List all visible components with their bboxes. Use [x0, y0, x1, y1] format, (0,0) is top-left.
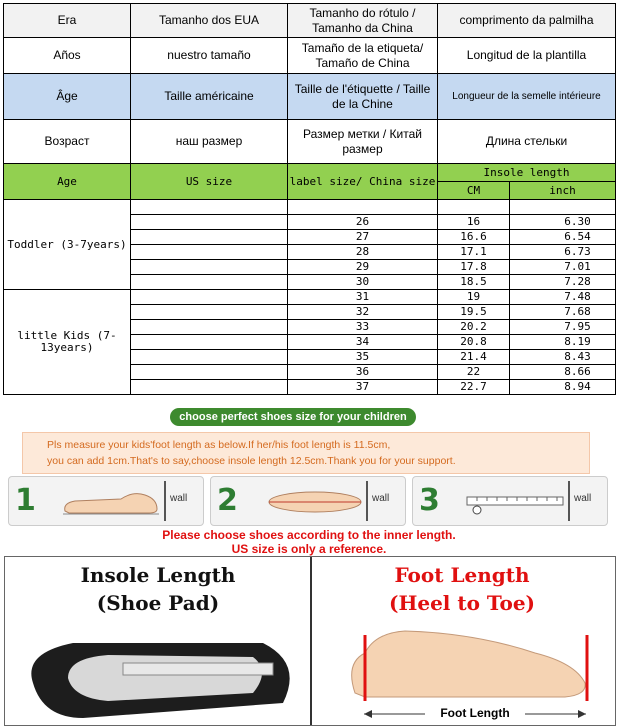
era-cell: Años [4, 38, 131, 74]
inch-cell: 7.48 [510, 290, 616, 305]
us-size-cell [131, 215, 288, 230]
inch-cell: 8.66 [510, 365, 616, 380]
foot-top-icon [263, 489, 363, 515]
china-size-cell: 35 [288, 350, 438, 365]
cm-cell: 16.6 [438, 230, 510, 245]
us-size-cell [131, 245, 288, 260]
inch-header: inch [510, 182, 616, 200]
shoe-pad-image [13, 623, 303, 723]
wall-label: wall [372, 493, 390, 504]
cm-cell: 20.2 [438, 320, 510, 335]
warning-line2: US size is only a reference. [231, 542, 387, 556]
inch-cell: 8.43 [510, 350, 616, 365]
us-size-cell [131, 305, 288, 320]
us-size-cell [131, 365, 288, 380]
guide-banner: choose perfect shoes size for your children [170, 408, 416, 426]
cm-cell: 17.1 [438, 245, 510, 260]
wall-divider [366, 481, 368, 521]
foot-side-illustration [325, 623, 605, 703]
era-cell: Era [4, 4, 131, 38]
measuring-guide [0, 402, 618, 556]
step-number: 1 [15, 483, 36, 518]
china-size-cell: 36 [288, 365, 438, 380]
insole-length-header: Insole length [438, 164, 616, 182]
size-header-row [4, 164, 616, 182]
china-size-cell: 29 [288, 260, 438, 275]
china-size-cell: 37 [288, 380, 438, 395]
insole-length-cell: Longitud de la plantilla [438, 38, 616, 74]
era-cell: Возраст [4, 120, 131, 164]
length-illustration-panel [4, 556, 616, 726]
cm-cell: 17.8 [438, 260, 510, 275]
label-size-cell: Tamaño de la etiqueta/ Tamaño de China [288, 38, 438, 74]
cm-cell: 19 [438, 290, 510, 305]
inch-cell: 6.73 [510, 245, 616, 260]
china-size-cell: 31 [288, 290, 438, 305]
insole-length-cell: Longueur de la semelle intérieure [438, 74, 616, 120]
china-size-cell: 27 [288, 230, 438, 245]
size-row [4, 200, 616, 215]
inch-cell: 7.95 [510, 320, 616, 335]
us-size-cell: nuestro tamaño [131, 38, 288, 74]
warning-line1: Please choose shoes according to the inner length. [162, 528, 456, 542]
inch-cell [510, 200, 616, 215]
foot-length-caption: Foot Length [425, 705, 525, 721]
wall-divider [568, 481, 570, 521]
label-size-cell: Tamanho do rótulo / Tamanho da China [288, 4, 438, 38]
inch-cell: 8.19 [510, 335, 616, 350]
step-number: 3 [419, 483, 440, 518]
insole-length-cell: comprimento da palmilha [438, 4, 616, 38]
china-size-cell [288, 200, 438, 215]
china-size-cell: 28 [288, 245, 438, 260]
us-size-header: US size [131, 164, 288, 200]
cm-cell [438, 200, 510, 215]
foot-length-title: Foot Length [394, 563, 530, 587]
china-size-cell: 34 [288, 335, 438, 350]
label-size-cell: Размер метки / Китай размер [288, 120, 438, 164]
size-row [4, 290, 616, 305]
age-group-cell: little Kids (7-13years) [4, 290, 131, 395]
us-size-cell [131, 320, 288, 335]
us-size-cell [131, 350, 288, 365]
language-header-table [3, 3, 616, 164]
china-size-cell: 30 [288, 275, 438, 290]
us-size-cell [131, 335, 288, 350]
cm-cell: 16 [438, 215, 510, 230]
inch-cell: 6.30 [510, 215, 616, 230]
step-3-panel [412, 476, 608, 526]
size-chart-table [3, 163, 616, 395]
china-size-cell: 33 [288, 320, 438, 335]
us-size-cell: Taille américaine [131, 74, 288, 120]
us-size-cell [131, 230, 288, 245]
inch-cell: 7.68 [510, 305, 616, 320]
us-size-cell [131, 380, 288, 395]
inch-cell: 6.54 [510, 230, 616, 245]
inch-cell: 8.94 [510, 380, 616, 395]
insole-length-cell: Длина стельки [438, 120, 616, 164]
guide-note-line2: you can add 1cm.That's to say,choose insole length 12.5cm.Thank you for your support. [47, 455, 456, 467]
foot-side-icon [61, 489, 161, 515]
insole-title: Insole Length [80, 563, 236, 587]
us-size-cell [131, 200, 288, 215]
lang-row-ru [4, 120, 616, 164]
us-size-cell: наш размер [131, 120, 288, 164]
us-size-cell [131, 290, 288, 305]
cm-cell: 22 [438, 365, 510, 380]
china-size-cell: 26 [288, 215, 438, 230]
step-number: 2 [217, 483, 238, 518]
label-size-cell: Taille de l'étiquette / Taille de la Chine [288, 74, 438, 120]
age-header: Age [4, 164, 131, 200]
guide-note-line1: Pls measure your kids'foot length as below.If her/his foot length is 11.5cm, [47, 439, 391, 451]
wall-label: wall [574, 493, 592, 504]
step-1-panel [8, 476, 204, 526]
inch-cell: 7.01 [510, 260, 616, 275]
cm-cell: 18.5 [438, 275, 510, 290]
inch-cell: 7.28 [510, 275, 616, 290]
panel-divider [310, 557, 312, 725]
lang-row-pt [4, 4, 616, 38]
wall-divider [164, 481, 166, 521]
cm-cell: 21.4 [438, 350, 510, 365]
us-size-cell [131, 275, 288, 290]
cm-cell: 22.7 [438, 380, 510, 395]
step-2-panel [210, 476, 406, 526]
cm-cell: 20.8 [438, 335, 510, 350]
us-size-cell: Tamanho dos EUA [131, 4, 288, 38]
cm-cell: 19.5 [438, 305, 510, 320]
us-size-cell [131, 260, 288, 275]
age-group-cell: Toddler (3-7years) [4, 200, 131, 290]
era-cell: Âge [4, 74, 131, 120]
insole-subtitle: (Shoe Pad) [96, 591, 220, 615]
size-table-body [4, 200, 616, 395]
ruler-icon [465, 489, 565, 515]
cm-header: CM [438, 182, 510, 200]
label-size-header: label size/ China size [288, 164, 438, 200]
foot-length-subtitle: (Heel to Toe) [388, 591, 536, 615]
china-size-cell: 32 [288, 305, 438, 320]
guide-note-box [22, 432, 590, 474]
lang-row-es [4, 38, 616, 74]
wall-label: wall [170, 493, 188, 504]
lang-row-fr [4, 74, 616, 120]
